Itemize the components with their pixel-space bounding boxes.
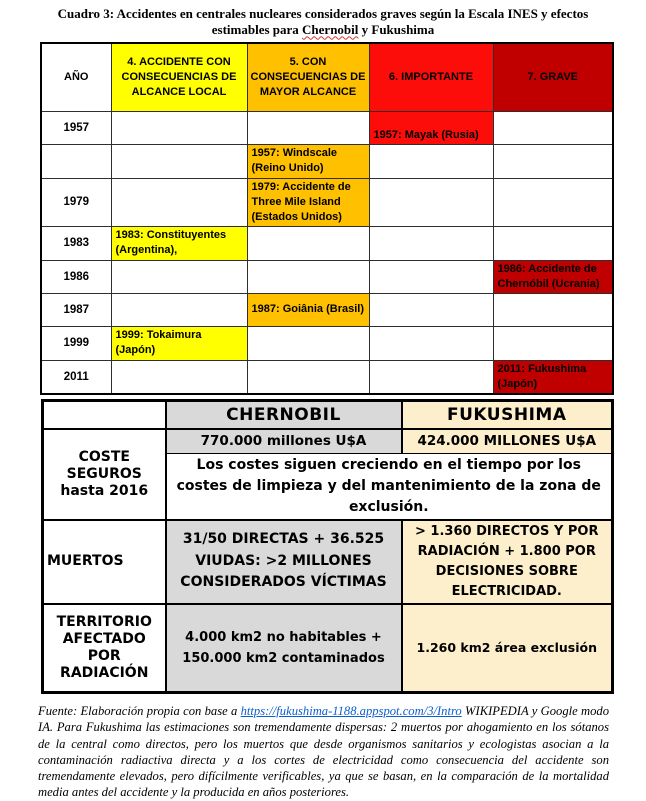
source-link[interactable]: https://fukushima-1188.appspot.com/3/Intro: [240, 704, 462, 718]
comparison-header-chernobil: CHERNOBIL: [166, 400, 402, 429]
ines-header-level4: 4. ACCIDENTE CON CONSECUENCIAS DE ALCANCE LOCAL: [111, 43, 247, 111]
ines-cell-1979-mayor: 1979: Accidente de Three Mile Island (Estados Unidos): [247, 178, 369, 226]
ines-cell-1979-local: [111, 178, 247, 226]
territorio-chernobil-value: 4.000 km2 no habitables + 150.000 km2 contaminados: [166, 604, 402, 693]
ines-cell-windscale-grave: [493, 144, 613, 178]
ines-cell-windscale-local: [111, 144, 247, 178]
doc-title-chernobil-spellcheck: Chernobil: [302, 21, 359, 37]
ines-cell-1983-grave: [493, 226, 613, 260]
ines-year-1999: 1999: [41, 326, 111, 360]
document-page: [0, 6, 646, 800]
muertos-chernobil-value: 31/50 DIRECTAS + 36.525 VIUDAS: >2 MILLONES CONSIDERADOS VÍCTIMAS: [166, 520, 402, 604]
ines-cell-1979-importante: [369, 178, 493, 226]
comparison-header-fukushima: FUKUSHIMA: [402, 400, 613, 429]
ines-row-1987: [41, 293, 613, 326]
ines-row-1986: [41, 260, 613, 293]
source-note-pre: Fuente: Elaboración propia con base a: [38, 704, 241, 718]
ines-accidents-table: [40, 42, 614, 395]
doc-title-line2-pre: estimables para: [211, 21, 303, 37]
doc-title-line2-post: y Fukushima: [358, 21, 435, 37]
comparison-row-coste-values: [43, 429, 613, 453]
ines-row-windscale: [41, 144, 613, 178]
ines-cell-1979-grave: [493, 178, 613, 226]
ines-row-1983: [41, 226, 613, 260]
ines-header-level6: 6. IMPORTANTE: [369, 43, 493, 111]
ines-cell-1957-mayor: [247, 111, 369, 144]
comparison-row-muertos: [43, 520, 613, 604]
ines-cell-1983-importante: [369, 226, 493, 260]
comparison-label-territorio: TERRITORIO AFECTADO POR RADIACIÓN: [43, 604, 166, 693]
ines-header-row: [41, 43, 613, 111]
ines-cell-1987-mayor: 1987: Goiânia (Brasil): [247, 293, 369, 326]
coste-chernobil-value: 770.000 millones U$A: [166, 429, 402, 453]
ines-cell-1957-local: [111, 111, 247, 144]
coste-note-cell: Los costes siguen creciendo en el tiempo por los costes de limpieza y del mantenimiento de la zona de exclusión.: [166, 453, 613, 520]
ines-cell-2011-grave: 2011: Fukushima (Japón): [493, 360, 613, 394]
ines-cell-1999-local: 1999: Tokaimura (Japón): [111, 326, 247, 360]
ines-cell-1986-importante: [369, 260, 493, 293]
source-note: [38, 703, 609, 801]
comparison-header-row: [43, 400, 613, 429]
territorio-fukushima-value: 1.260 km2 área exclusión: [402, 604, 613, 693]
ines-cell-1986-grave: 1986: Accidente de Chernóbil (Ucrania): [493, 260, 613, 293]
ines-cell-windscale-importante: [369, 144, 493, 178]
ines-year-1957: 1957: [41, 111, 111, 144]
ines-year-windscale: [41, 144, 111, 178]
doc-title: [18, 6, 628, 37]
ines-cell-1957-importante: 1957: Mayak (Rusia): [369, 111, 493, 144]
ines-cell-1987-grave: [493, 293, 613, 326]
ines-cell-1957-grave: [493, 111, 613, 144]
comparison-label-coste: COSTE SEGUROS hasta 2016: [43, 429, 166, 520]
ines-year-1979: 1979: [41, 178, 111, 226]
ines-header-level5: 5. CON CONSECUENCIAS DE MAYOR ALCANCE: [247, 43, 369, 111]
source-note-post: WIKIPEDIA y Google modo IA. Para Fukushima las estimaciones son tremendamente dispersas: 2 muertos por ahogamiento en los sótanos de la central como directos, pero los muertos que desde organismos sanitarios y ecologistas asocian a la contaminación radiactiva directa y a los cortes de electricidad como consecuencia del accidente son tremendamente elevados, pero difícilmente verificables, ya que se basan, en la comparación de la mortalidad media antes del accidente y la producida en años posteriores.: [38, 704, 609, 800]
comparison-table: [41, 399, 614, 695]
ines-year-1983: 1983: [41, 226, 111, 260]
ines-cell-1987-importante: [369, 293, 493, 326]
ines-header-level7: 7. GRAVE: [493, 43, 613, 111]
ines-cell-windscale-mayor: 1957: Windscale (Reino Unido): [247, 144, 369, 178]
ines-cell-1999-mayor: [247, 326, 369, 360]
ines-cell-1986-local: [111, 260, 247, 293]
ines-cell-2011-mayor: [247, 360, 369, 394]
ines-row-1957: [41, 111, 613, 144]
ines-year-1987: 1987: [41, 293, 111, 326]
ines-year-2011: 2011: [41, 360, 111, 394]
ines-header-ano: AÑO: [41, 43, 111, 111]
ines-cell-1987-local: [111, 293, 247, 326]
ines-cell-2011-local: [111, 360, 247, 394]
ines-cell-2011-importante: [369, 360, 493, 394]
ines-cell-1986-mayor: [247, 260, 369, 293]
ines-year-1986: 1986: [41, 260, 111, 293]
comparison-row-territorio: [43, 604, 613, 693]
ines-row-2011: [41, 360, 613, 394]
ines-cell-1983-mayor: [247, 226, 369, 260]
comparison-corner-cell: [43, 400, 166, 429]
coste-fukushima-value: 424.000 MILLONES U$A: [402, 429, 613, 453]
ines-cell-1999-importante: [369, 326, 493, 360]
ines-cell-1999-grave: [493, 326, 613, 360]
ines-row-1999: [41, 326, 613, 360]
ines-row-1979: [41, 178, 613, 226]
doc-title-line1: Cuadro 3: Accidentes en centrales nucleares considerados graves según la Escala INES y efectos: [57, 6, 589, 21]
comparison-label-muertos: MUERTOS: [43, 520, 166, 604]
muertos-fukushima-value: > 1.360 DIRECTOS Y POR RADIACIÓN + 1.800 POR DECISIONES SOBRE ELECTRICIDAD.: [402, 520, 613, 604]
ines-cell-1983-local: 1983: Constituyentes (Argentina),: [111, 226, 247, 260]
